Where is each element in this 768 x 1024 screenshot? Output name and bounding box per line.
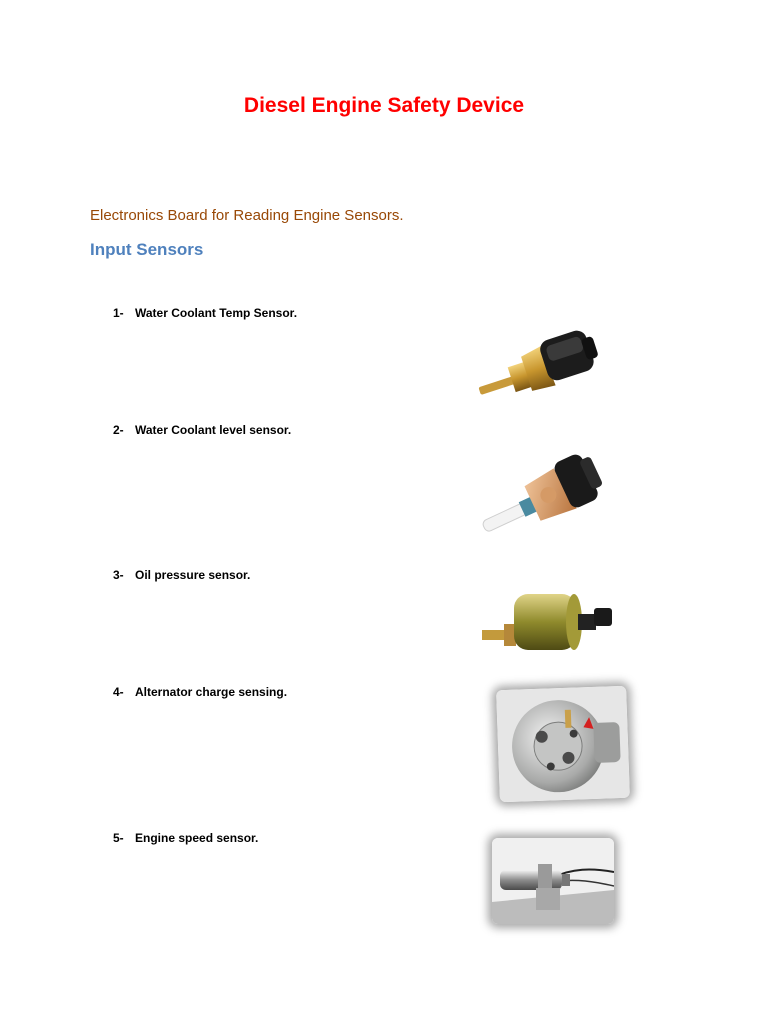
oil-pressure-sensor-photo [478, 580, 623, 660]
list-item-number: 5- [113, 831, 124, 845]
section-heading: Input Sensors [90, 240, 204, 259]
subtitle: Electronics Board for Reading Engine Sensors. [90, 207, 404, 224]
list-item [113, 568, 250, 582]
list-item-label: Oil pressure sensor. [135, 568, 251, 582]
temp-sensor-photo [465, 315, 615, 405]
list-item-label: Alternator charge sensing. [135, 685, 288, 699]
level-sensor-photo [470, 448, 620, 533]
list-item-number: 1- [113, 306, 124, 320]
list-item [113, 831, 258, 845]
alternator-photo [496, 686, 630, 802]
speed-sensor-photo [492, 838, 614, 924]
list-item-number: 2- [113, 423, 124, 437]
list-item-label: Water Coolant level sensor. [135, 423, 292, 437]
list-item-number: 3- [113, 568, 124, 582]
list-item [113, 685, 287, 699]
list-item-number: 4- [113, 685, 124, 699]
list-item-label: Engine speed sensor. [135, 831, 259, 845]
list-item [113, 306, 297, 320]
page-title: Diesel Engine Safety Device [243, 94, 525, 117]
list-item [113, 423, 291, 437]
list-item-label: Water Coolant Temp Sensor. [135, 306, 298, 320]
